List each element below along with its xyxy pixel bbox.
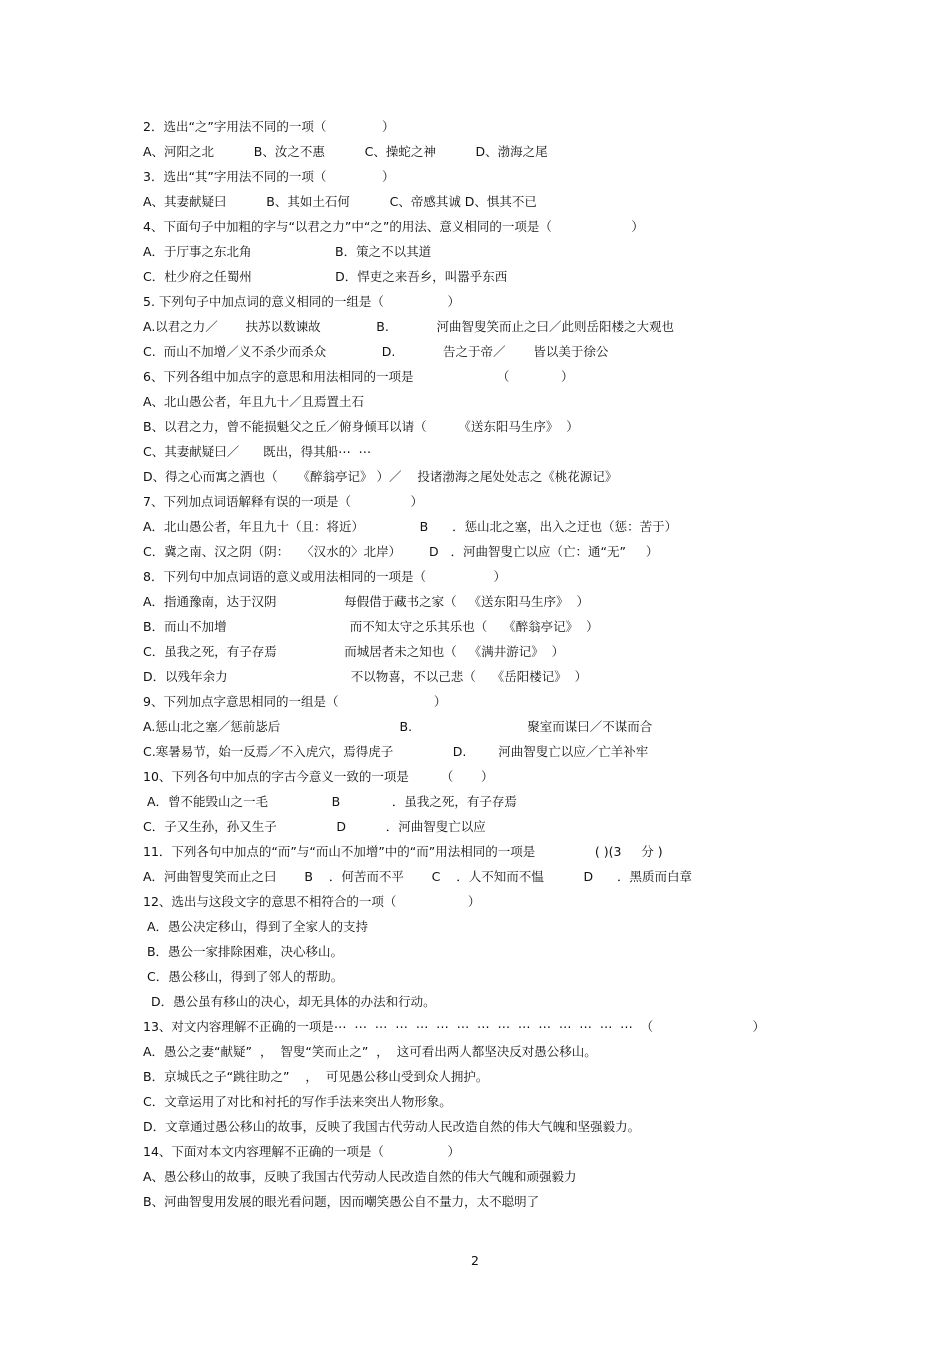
- text-line: C．愚公移山，得到了邻人的帮助。: [143, 969, 344, 984]
- text-line: 14、下面对本文内容理解不正确的一项是（ ）: [143, 1144, 460, 1159]
- text-line: C、其妻献疑曰／ 既出，得其船⋯ ⋯: [143, 444, 372, 459]
- text-line: C. 而山不加增／义不杀少而杀众 D. 告之于帝／ 皆以美于徐公: [143, 344, 609, 359]
- page-number: 2: [471, 1253, 479, 1268]
- text-line: 8．下列句中加点词语的意义或用法相同的一项是（ ）: [143, 569, 507, 584]
- text-line: B．而山不加增 而不知太守之乐其乐也（ 《醉翁亭记》 ）: [143, 619, 599, 634]
- text-line: A.惩山北之塞／惩前毖后 B. 聚室而谋曰／不谋而合: [143, 719, 653, 734]
- text-line: A.以君之力／ 扶苏以数谏故 B. 河曲智叟笑而止之曰／此则岳阳楼之大观也: [143, 319, 674, 334]
- text-line: A．愚公之妻“献疑” ， 智叟“笑而止之” ， 这可看出两人都坚决反对愚公移山。: [143, 1044, 597, 1059]
- text-line: 4、下面句子中加粗的字与“以君之力”中“之”的用法、意义相同的一项是（ ）: [143, 219, 644, 234]
- text-line: 2．选出“之”字用法不同的一项（ ）: [143, 119, 395, 134]
- text-line: A．于厅事之东北角 B．策之不以其道: [143, 244, 432, 259]
- text-line: 3．选出“其”字用法不同的一项（ ）: [143, 169, 395, 184]
- text-line: 9、下列加点字意思相同的一组是（ ）: [143, 694, 447, 709]
- text-line: D．文章通过愚公移山的故事，反映了我国古代劳动人民改造自然的伟大气魄和坚强毅力。: [143, 1119, 641, 1134]
- text-line: D．以残年余力 不以物喜，不以己悲（ 《岳阳楼记》 ）: [143, 669, 588, 684]
- text-line: D．愚公虽有移山的决心，却无具体的办法和行动。: [143, 994, 436, 1009]
- text-line: C．文章运用了对比和衬托的写作手法来突出人物形象。: [143, 1094, 452, 1109]
- text-line: A．曾不能毁山之一毛 B ．虽我之死，有子存焉: [143, 794, 517, 809]
- text-line: A、愚公移山的故事，反映了我国古代劳动人民改造自然的伟大气魄和顽强毅力: [143, 1169, 577, 1184]
- text-line: A、北山愚公者，年且九十／且焉置土石: [143, 394, 365, 409]
- text-line: 5. 下列句子中加点词的意义相同的一组是（ ）: [143, 294, 460, 309]
- text-line: B、以君之力，曾不能损魁父之丘／俯身倾耳以请（ 《送东阳马生序》 ）: [143, 419, 579, 434]
- text-line: D、得之心而寓之酒也（ 《醉翁亭记》 ）／ 投诸渤海之尾处处志之《桃花源记》: [143, 469, 618, 484]
- text-line: C．子又生孙，孙又生子 D ．河曲智叟亡以应: [143, 819, 486, 834]
- text-line: 6、下列各组中加点字的意思和用法相同的一项是 （ ）: [143, 369, 574, 384]
- text-line: A．愚公决定移山，得到了全家人的支持: [143, 919, 369, 934]
- text-line: A．河曲智叟笑而止之曰 B ．何苦而不平 C ．人不知而不愠 D ．黑质而白章: [143, 869, 692, 884]
- text-line: A．指通豫南，达于汉阴 每假借于藏书之家（ 《送东阳马生序》 ）: [143, 594, 589, 609]
- text-line: A．北山愚公者，年且九十（且：将近） B ．惩山北之塞，出入之迂也（惩：苦于）: [143, 519, 678, 534]
- text-line: 7、下列加点词语解释有误的一项是（ ）: [143, 494, 424, 509]
- text-line: A、其妻献疑曰 B、其如土石何 C、帝感其诚 D、惧其不已: [143, 194, 537, 209]
- text-line: 11．下列各句中加点的“而”与“而山不加增”中的“而”用法相同的一项是 ( )(3 分 ): [143, 844, 663, 859]
- text-line: A、河阳之北 B、汝之不惠 C、操蛇之神 D、渤海之尾: [143, 144, 548, 159]
- text-line: C．冀之南、汉之阴（阴： 〈汉水的〉北岸） D ．河曲智叟亡以应（亡：通“无” ）: [143, 544, 659, 559]
- text-line: 12、选出与这段文字的意思不相符合的一项（ ）: [143, 894, 481, 909]
- text-line: B．京城氏之子“跳往助之” ， 可见愚公移山受到众人拥护。: [143, 1069, 489, 1084]
- text-line: B、河曲智叟用发展的眼光看问题，因而嘲笑愚公自不量力，太不聪明了: [143, 1194, 540, 1209]
- text-line: C．杜少府之任蜀州 D．悍吏之来吾乡，叫嚣乎东西: [143, 269, 508, 284]
- text-line: C.寒暑易节，始一反焉／不入虎穴，焉得虎子 D. 河曲智叟亡以应／亡羊补牢: [143, 744, 649, 759]
- text-line: 13、对文内容理解不正确的一项是⋯ ⋯ ⋯ ⋯ ⋯ ⋯ ⋯ ⋯ ⋯ ⋯ ⋯ ⋯ ⋯ ⋯ ⋯ （ ）: [143, 1019, 765, 1034]
- text-line: B．愚公一家排除困难，决心移山。: [143, 944, 344, 959]
- text-line: C．虽我之死，有子存焉 而城居者未之知也（ 《满井游记》 ）: [143, 644, 565, 659]
- text-line: 10、下列各句中加点的字古今意义一致的一项是 （ ）: [143, 769, 494, 784]
